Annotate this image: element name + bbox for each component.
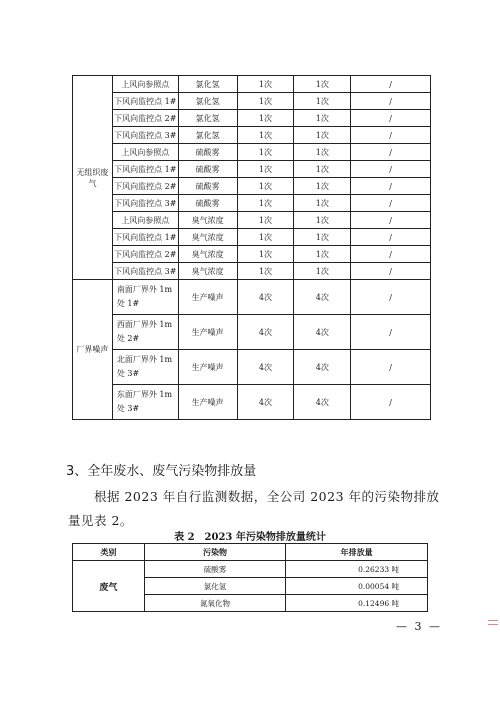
- monitoring-item-cell: 臭气浓度: [178, 246, 237, 263]
- monitoring-item-cell: 氯化氢: [178, 76, 237, 93]
- frequency-cell: 4次: [237, 385, 294, 420]
- frequency-cell: /: [351, 229, 431, 246]
- amount-cell: 0.12496 吨: [286, 595, 428, 612]
- monitoring-point-cell: 北面厂界外 1m 处 3#: [112, 350, 178, 385]
- header-pollutant: 污染物: [144, 544, 286, 561]
- frequency-cell: 1次: [294, 127, 351, 144]
- frequency-cell: 1次: [294, 161, 351, 178]
- frequency-cell: /: [351, 127, 431, 144]
- frequency-cell: 1次: [237, 178, 294, 195]
- frequency-cell: /: [351, 385, 431, 420]
- category-cell: 厂界噪声: [73, 280, 113, 420]
- frequency-cell: 1次: [237, 229, 294, 246]
- table-row: [73, 93, 431, 110]
- pollutant-cell: 氮氧化物: [144, 595, 286, 612]
- monitoring-item-cell: 臭气浓度: [178, 263, 237, 280]
- table-row: [73, 161, 431, 178]
- monitoring-item-cell: 生产噪声: [178, 280, 237, 315]
- pollutant-cell: 硫酸雾: [144, 561, 286, 578]
- amount-cell: 0.00054 吨: [286, 578, 428, 595]
- frequency-cell: 1次: [294, 229, 351, 246]
- monitoring-point-cell: 下风向监控点 3#: [112, 195, 178, 212]
- monitoring-point-cell: 东面厂界外 1m 处 3#: [112, 385, 178, 420]
- monitoring-point-cell: 上风向参照点: [112, 144, 178, 161]
- frequency-cell: 1次: [294, 263, 351, 280]
- frequency-cell: /: [351, 350, 431, 385]
- frequency-cell: 1次: [237, 127, 294, 144]
- monitoring-point-cell: 下风向监控点 1#: [112, 93, 178, 110]
- frequency-cell: /: [351, 178, 431, 195]
- monitoring-item-cell: 臭气浓度: [178, 212, 237, 229]
- frequency-cell: 1次: [237, 212, 294, 229]
- monitoring-point-cell: 下风向监控点 1#: [112, 161, 178, 178]
- frequency-cell: 1次: [294, 246, 351, 263]
- frequency-cell: /: [351, 161, 431, 178]
- monitoring-point-cell: 西面厂界外 1m 处 2#: [112, 315, 178, 350]
- frequency-cell: /: [351, 246, 431, 263]
- frequency-cell: 4次: [237, 280, 294, 315]
- frequency-cell: 1次: [294, 144, 351, 161]
- frequency-cell: 1次: [237, 246, 294, 263]
- frequency-cell: /: [351, 315, 431, 350]
- monitoring-point-cell: 上风向参照点: [112, 212, 178, 229]
- table-row: [73, 127, 431, 144]
- table-row: [73, 144, 431, 161]
- body-paragraph: 根据 2023 年自行监测数据，全公司 2023 年的污染物排放量见表 2。: [68, 489, 440, 528]
- frequency-cell: 1次: [237, 195, 294, 212]
- page-number: — 3 —: [396, 620, 442, 633]
- frequency-cell: 1次: [237, 76, 294, 93]
- table-row: [73, 246, 431, 263]
- monitoring-point-cell: 下风向监控点 3#: [112, 127, 178, 144]
- monitoring-item-cell: 生产噪声: [178, 385, 237, 420]
- emission-table: [72, 543, 428, 612]
- table-row: [73, 229, 431, 246]
- table-row: [73, 195, 431, 212]
- monitoring-item-cell: 硫酸雾: [178, 144, 237, 161]
- section-title: 3、全年废水、废气污染物排放量: [66, 464, 257, 479]
- table-row: [73, 178, 431, 195]
- frequency-cell: 4次: [294, 385, 351, 420]
- frequency-cell: 4次: [294, 315, 351, 350]
- seal-mark: [488, 620, 498, 625]
- monitoring-item-cell: 臭气浓度: [178, 229, 237, 246]
- table-row: [73, 350, 431, 385]
- monitoring-item-cell: 硫酸雾: [178, 178, 237, 195]
- frequency-cell: 1次: [294, 76, 351, 93]
- table-row: [73, 110, 431, 127]
- monitoring-item-cell: 硫酸雾: [178, 195, 237, 212]
- monitoring-item-cell: 氯化氢: [178, 110, 237, 127]
- frequency-cell: 4次: [237, 350, 294, 385]
- frequency-cell: 4次: [294, 280, 351, 315]
- frequency-cell: 1次: [237, 161, 294, 178]
- frequency-cell: 1次: [237, 93, 294, 110]
- frequency-cell: /: [351, 212, 431, 229]
- monitoring-point-cell: 下风向监控点 3#: [112, 263, 178, 280]
- monitoring-item-cell: 氯化氢: [178, 93, 237, 110]
- frequency-cell: 1次: [294, 178, 351, 195]
- table-row: [73, 280, 431, 315]
- monitoring-point-cell: 下风向监控点 1#: [112, 229, 178, 246]
- frequency-cell: 4次: [237, 315, 294, 350]
- monitoring-point-cell: 下风向监控点 2#: [112, 178, 178, 195]
- frequency-cell: /: [351, 93, 431, 110]
- frequency-cell: /: [351, 195, 431, 212]
- pollutant-cell: 氯化氢: [144, 578, 286, 595]
- monitoring-item-cell: 生产噪声: [178, 350, 237, 385]
- monitoring-point-cell: 下风向监控点 2#: [112, 110, 178, 127]
- category-cell: 无组织废气: [73, 76, 113, 280]
- frequency-cell: 4次: [294, 350, 351, 385]
- table-row: [73, 315, 431, 350]
- frequency-cell: /: [351, 280, 431, 315]
- table-row: [73, 385, 431, 420]
- header-category: 类别: [73, 544, 145, 561]
- frequency-cell: 1次: [294, 110, 351, 127]
- frequency-cell: /: [351, 110, 431, 127]
- header-amount: 年排放量: [286, 544, 428, 561]
- frequency-cell: /: [351, 144, 431, 161]
- monitoring-item-cell: 生产噪声: [178, 315, 237, 350]
- frequency-cell: 1次: [294, 93, 351, 110]
- frequency-cell: 1次: [294, 212, 351, 229]
- monitoring-point-cell: 南面厂界外 1m 处 1#: [112, 280, 178, 315]
- frequency-cell: /: [351, 263, 431, 280]
- monitoring-point-cell: 下风向监控点 2#: [112, 246, 178, 263]
- frequency-cell: 1次: [237, 110, 294, 127]
- monitoring-item-cell: 硫酸雾: [178, 161, 237, 178]
- category-cell: 废气: [73, 561, 145, 612]
- table-row: [73, 76, 431, 93]
- table-row: [73, 561, 428, 578]
- monitoring-frequency-table: [72, 75, 431, 420]
- table2-caption: 表 2 2023 年污染物排放量统计: [174, 532, 326, 543]
- emission-table-header: [73, 544, 428, 561]
- amount-cell: 0.26233 吨: [286, 561, 428, 578]
- monitoring-item-cell: 氯化氢: [178, 127, 237, 144]
- frequency-cell: /: [351, 76, 431, 93]
- frequency-cell: 1次: [237, 144, 294, 161]
- table-row: [73, 212, 431, 229]
- frequency-cell: 1次: [237, 263, 294, 280]
- table-row: [73, 263, 431, 280]
- frequency-cell: 1次: [294, 195, 351, 212]
- monitoring-point-cell: 上风向参照点: [112, 76, 178, 93]
- red-seal-stamp: [484, 548, 500, 578]
